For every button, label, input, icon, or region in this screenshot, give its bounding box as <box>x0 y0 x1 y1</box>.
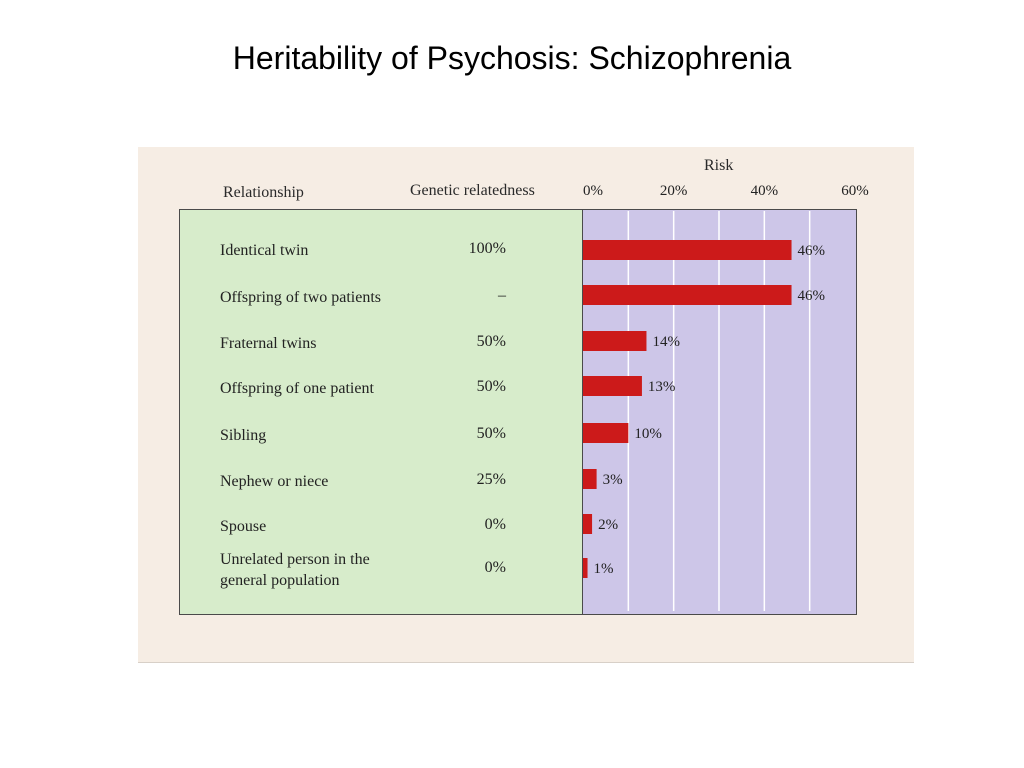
risk-bar <box>583 331 646 351</box>
genetic-relatedness-value: 50% <box>476 333 506 350</box>
bar-value-label: 10% <box>634 426 662 442</box>
risk-bar <box>583 558 588 578</box>
x-tick-label: 20% <box>659 183 688 199</box>
genetic-relatedness-value: 0% <box>484 559 506 576</box>
x-tick-label: 40% <box>750 183 779 199</box>
genetic-relatedness-value: 50% <box>476 378 506 395</box>
relationship-label: Unrelated person in the general population <box>220 551 370 589</box>
bar-value-label: 46% <box>797 288 826 304</box>
header-genetic-relatedness: Genetic relatedness <box>410 182 535 199</box>
relationship-label: Fraternal twins <box>220 335 317 352</box>
risk-bar <box>583 285 792 305</box>
genetic-relatedness-value: 25% <box>476 471 506 488</box>
x-tick-label: 60% <box>841 183 869 199</box>
chart-figure <box>138 147 914 663</box>
bar-value-label: 3% <box>602 472 623 488</box>
slide-title: Heritability of Psychosis: Schizophrenia <box>232 40 792 76</box>
relationship-label: Offspring of two patients <box>220 289 382 306</box>
genetic-relatedness-value: – <box>498 287 506 304</box>
genetic-relatedness-value: 100% <box>468 240 506 257</box>
header-risk: Risk <box>704 157 734 174</box>
risk-bar <box>583 469 597 489</box>
bar-value-label: 46% <box>797 243 826 259</box>
bar-value-label: 2% <box>598 517 619 533</box>
genetic-relatedness-value: 0% <box>484 516 506 533</box>
relationship-label: Spouse <box>220 518 267 535</box>
genetic-relatedness-value: 50% <box>476 425 506 442</box>
relationship-label: Identical twin <box>220 242 309 259</box>
header-relationship: Relationship <box>223 184 304 201</box>
relationship-label: Offspring of one patient <box>220 380 374 397</box>
risk-bar <box>583 240 792 260</box>
risk-bar-chart <box>138 147 914 662</box>
risk-bar <box>583 423 628 443</box>
bar-value-label: 1% <box>593 561 614 577</box>
relationship-label: Sibling <box>220 427 267 444</box>
relationship-label: Nephew or niece <box>220 473 329 490</box>
risk-bar <box>583 514 592 534</box>
risk-bar <box>583 376 642 396</box>
x-tick-label: 0% <box>583 183 603 199</box>
bar-value-label: 14% <box>652 334 680 350</box>
bar-value-label: 13% <box>647 379 676 395</box>
